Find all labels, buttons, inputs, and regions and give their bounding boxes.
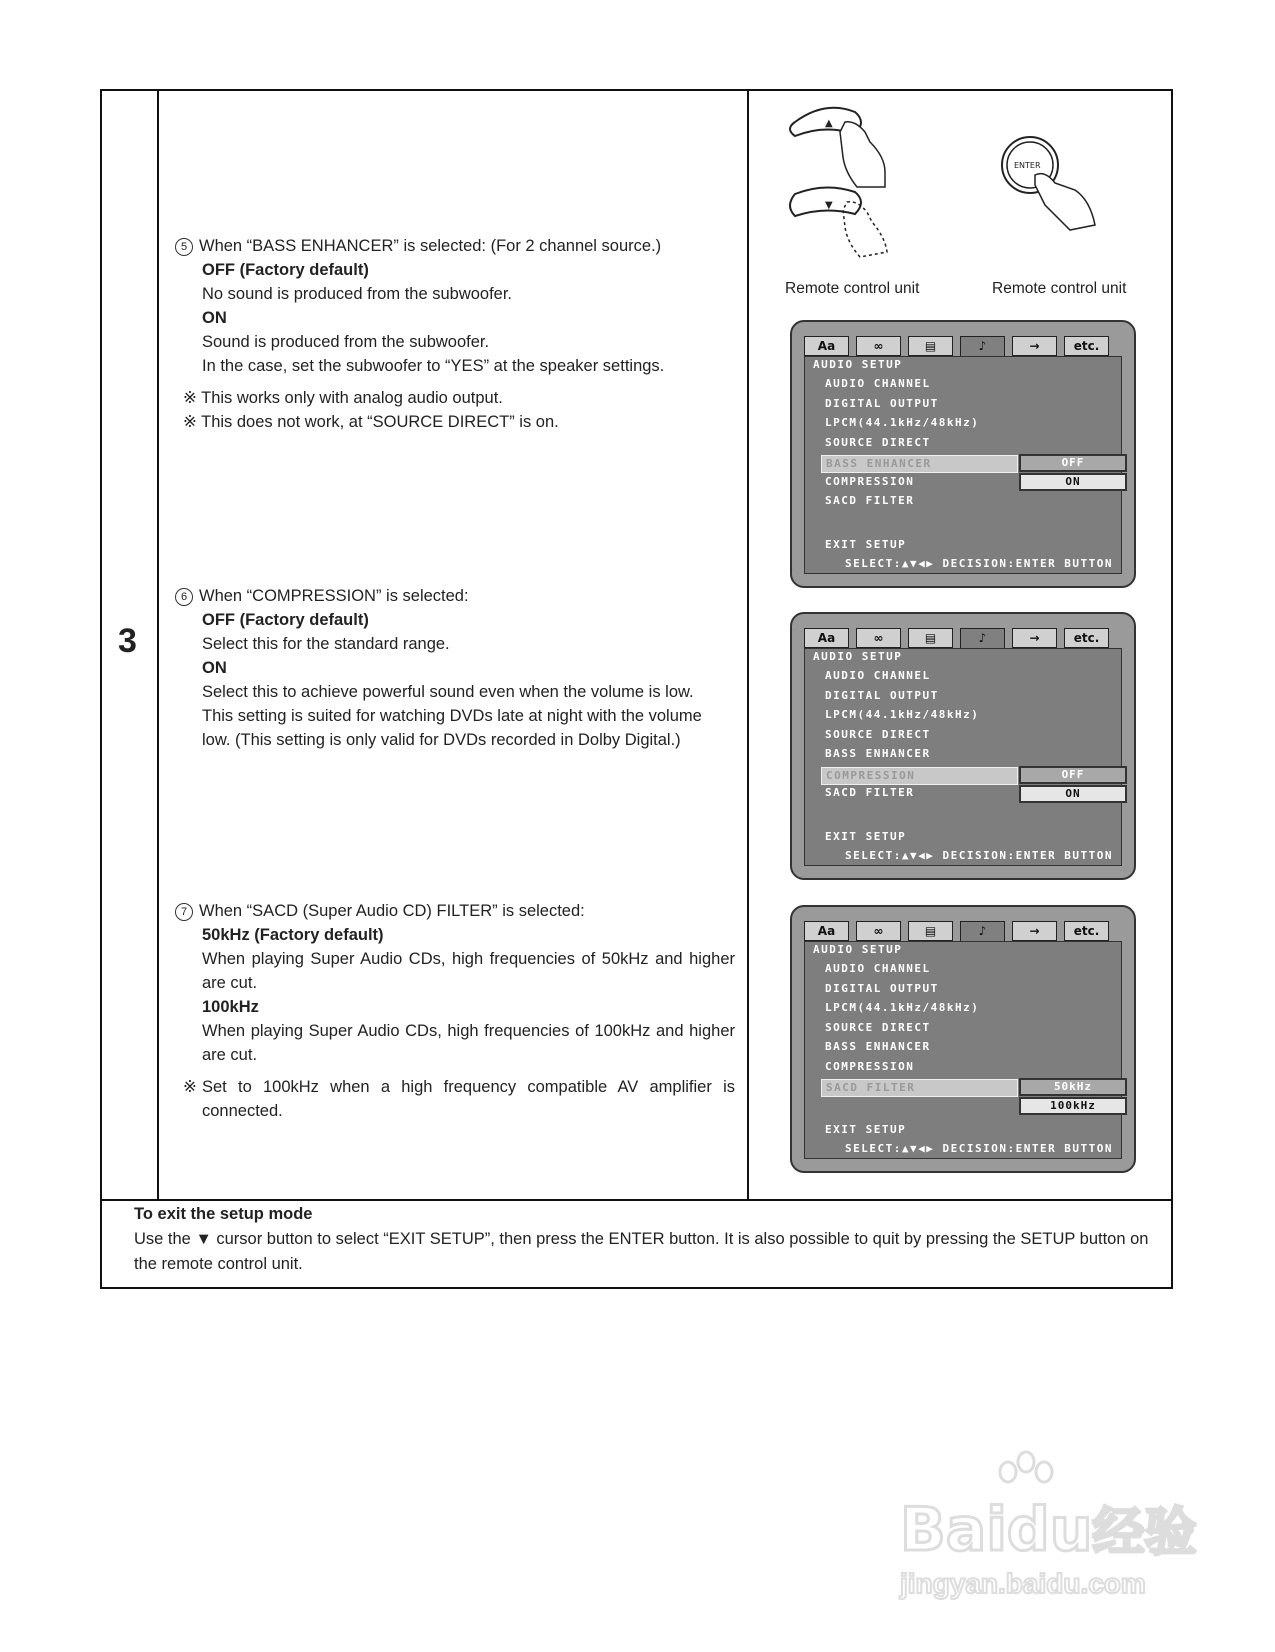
svg-text:▲: ▲ — [825, 118, 833, 129]
osd-footer: SELECT:▲▼◀▶ DECISION:ENTER BUTTON — [845, 849, 1114, 862]
option-text: Select this to achieve powerful sound even when the volume is low. — [202, 683, 694, 701]
note: ※ This works only with analog audio output. — [183, 389, 503, 407]
option-text: When playing Super Audio CDs, high frequencies of 50kHz and higher are cut. — [202, 950, 735, 992]
osd-tab-bar — [804, 921, 1118, 941]
osd-exit-item: EXIT SETUP — [825, 1123, 907, 1136]
osd-screen-bass-enhancer — [790, 320, 1136, 588]
section-sacd-filter — [175, 899, 735, 1123]
enter-label: ENTER — [1014, 161, 1041, 170]
note: ※ This does not work, at “SOURCE DIRECT” is on. — [183, 413, 559, 431]
remote-enter-illustration — [1000, 135, 1120, 235]
osd-option: 50kHz — [1019, 1078, 1127, 1096]
osd-tab: ▤ — [908, 336, 953, 356]
exit-section-divider — [100, 1199, 1173, 1201]
circled-number: 6 — [175, 588, 193, 606]
osd-menu-item: DIGITAL OUTPUT — [825, 396, 939, 410]
exit-setup-section — [134, 1202, 1154, 1277]
option-text: Sound is produced from the subwoofer. — [202, 333, 490, 351]
osd-menu-item: DIGITAL OUTPUT — [825, 688, 939, 702]
option-title: OFF (Factory default) — [202, 611, 369, 629]
remote-caption: Remote control unit — [785, 280, 920, 297]
exit-title: To exit the setup mode — [134, 1205, 313, 1223]
watermark-brand2: du — [1006, 1495, 1093, 1565]
osd-screen-sacd-filter — [790, 905, 1136, 1173]
option-text: In the case, set the subwoofer to “YES” at the speaker settings. — [202, 357, 665, 375]
osd-menu-item: COMPRESSION — [825, 474, 915, 488]
osd-tab: → — [1012, 628, 1057, 648]
option-title: ON — [202, 309, 227, 327]
watermark-brand: Bai — [900, 1495, 1007, 1565]
option-text: When playing Super Audio CDs, high frequencies of 100kHz and higher are cut. — [202, 1022, 735, 1064]
osd-tab: etc. — [1064, 628, 1109, 648]
osd-menu-item: LPCM(44.1kHz/48kHz) — [825, 1001, 980, 1014]
illustration-column-divider — [747, 89, 749, 1201]
osd-tab: ♪ — [960, 336, 1005, 356]
osd-menu-item: SOURCE DIRECT — [825, 1020, 931, 1034]
osd-menu-item: LPCM(44.1kHz/48kHz) — [825, 416, 980, 429]
osd-tab: → — [1012, 921, 1057, 941]
osd-title: AUDIO SETUP — [813, 943, 903, 956]
option-title: OFF (Factory default) — [202, 261, 369, 279]
osd-option-highlighted: ON — [1019, 473, 1127, 491]
osd-tab: Aa — [804, 336, 849, 356]
osd-menu-item: DIGITAL OUTPUT — [825, 981, 939, 995]
section-heading: 6 When “COMPRESSION” is selected: — [175, 584, 735, 608]
osd-option-highlighted: 100kHz — [1019, 1097, 1127, 1115]
osd-menu-item: SOURCE DIRECT — [825, 435, 931, 449]
section-heading: 5 When “BASS ENHANCER” is selected: (For 2 channel source.) — [175, 234, 735, 258]
osd-tab: ▤ — [908, 921, 953, 941]
step-column-divider — [157, 89, 159, 1201]
section-heading: 7 When “SACD (Super Audio CD) FILTER” is selected: — [175, 899, 735, 923]
osd-menu-item: SACD FILTER — [821, 1079, 1018, 1097]
option-text: Select this for the standard range. — [202, 635, 450, 653]
osd-option: OFF — [1019, 454, 1127, 472]
osd-tab: ∞ — [856, 628, 901, 648]
osd-menu-item: LPCM(44.1kHz/48kHz) — [825, 708, 980, 721]
osd-menu-item: COMPRESSION — [825, 1059, 915, 1073]
remote-caption: Remote control unit — [992, 280, 1127, 297]
osd-tab: etc. — [1064, 921, 1109, 941]
option-title: ON — [202, 659, 227, 677]
osd-menu-item: BASS ENHANCER — [825, 747, 931, 760]
osd-tab: ▤ — [908, 628, 953, 648]
osd-menu — [804, 941, 1122, 1159]
osd-menu-item: SACD FILTER — [825, 494, 915, 507]
circled-number: 7 — [175, 903, 193, 921]
osd-option: OFF — [1019, 766, 1127, 784]
watermark-cn: 经验 — [1092, 1503, 1197, 1563]
osd-exit-item: EXIT SETUP — [825, 538, 907, 551]
osd-footer: SELECT:▲▼◀▶ DECISION:ENTER BUTTON — [845, 1142, 1114, 1155]
osd-menu — [804, 356, 1122, 574]
option-title: 50kHz (Factory default) — [202, 926, 384, 944]
osd-menu-item: SOURCE DIRECT — [825, 727, 931, 741]
section-compression — [175, 584, 735, 752]
osd-menu-item: AUDIO CHANNEL — [825, 377, 931, 390]
osd-option-highlighted: ON — [1019, 785, 1127, 803]
osd-tab: ♪ — [960, 628, 1005, 648]
osd-footer: SELECT:▲▼◀▶ DECISION:ENTER BUTTON — [845, 557, 1114, 570]
osd-menu-item: COMPRESSION — [821, 767, 1018, 785]
exit-text: Use the ▼ cursor button to select “EXIT SETUP”, then press the ENTER button. It is also possible to quit by pressing the SETUP button on the remote control unit. — [134, 1230, 1149, 1273]
osd-tab: → — [1012, 336, 1057, 356]
osd-menu-item: SACD FILTER — [825, 786, 915, 799]
osd-menu — [804, 648, 1122, 866]
osd-exit-item: EXIT SETUP — [825, 830, 907, 843]
watermark-url: jingyan.baidu.com — [900, 1568, 1146, 1599]
osd-tab: ∞ — [856, 336, 901, 356]
circled-number: 5 — [175, 238, 193, 256]
osd-menu-item: BASS ENHANCER — [821, 455, 1018, 473]
option-text: low. (This setting is only valid for DVDs recorded in Dolby Digital.) — [202, 731, 681, 749]
osd-tab: Aa — [804, 921, 849, 941]
osd-tab-bar — [804, 628, 1118, 648]
osd-tab-bar — [804, 336, 1118, 356]
svg-text:▼: ▼ — [825, 200, 833, 211]
note: ※ Set to 100kHz when a high frequency compatible AV amplifier is connected. — [183, 1078, 735, 1120]
osd-title: AUDIO SETUP — [813, 358, 903, 371]
osd-tab: ♪ — [960, 921, 1005, 941]
option-text: No sound is produced from the subwoofer. — [202, 285, 513, 303]
osd-tab: etc. — [1064, 336, 1109, 356]
osd-title: AUDIO SETUP — [813, 650, 903, 663]
option-text: This setting is suited for watching DVDs late at night with the volume — [202, 707, 702, 725]
remote-cursor-illustration — [785, 102, 925, 262]
osd-menu-item: AUDIO CHANNEL — [825, 962, 931, 975]
osd-tab: Aa — [804, 628, 849, 648]
osd-menu-item: AUDIO CHANNEL — [825, 669, 931, 682]
section-bass-enhancer — [175, 234, 735, 434]
osd-menu-item: BASS ENHANCER — [825, 1040, 931, 1053]
option-title: 100kHz — [202, 998, 259, 1016]
step-number: 3 — [118, 622, 137, 660]
osd-tab: ∞ — [856, 921, 901, 941]
osd-screen-compression — [790, 612, 1136, 880]
